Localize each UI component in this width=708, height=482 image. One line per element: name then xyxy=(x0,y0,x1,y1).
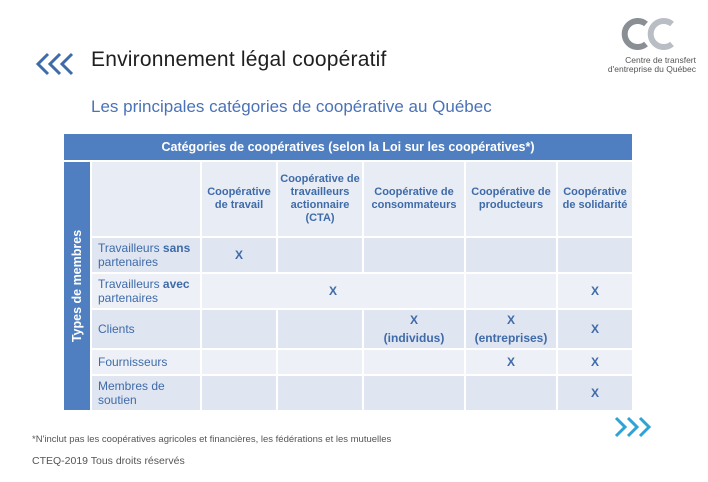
table-cell: X xyxy=(201,273,465,309)
table-main-header: Catégories de coopératives (selon la Loi sur les coopératives*) xyxy=(63,133,633,161)
table-cell xyxy=(363,237,465,273)
table-cell: X xyxy=(557,309,633,349)
column-header: Coopérative de producteurs xyxy=(465,161,557,237)
table-cell: X xyxy=(557,375,633,411)
table-cell xyxy=(363,349,465,375)
footnote: *N'inclut pas les coopératives agricoles et financières, les fédérations et les mutuelles xyxy=(32,434,392,445)
table-cell xyxy=(465,375,557,411)
column-header: Coopérative de solidarité xyxy=(557,161,633,237)
copyright: CTEQ-2019 Tous droits réservés xyxy=(32,455,185,467)
row-label: Travailleurs sans partenaires xyxy=(91,237,201,273)
table-cell xyxy=(201,309,277,349)
table-cell: X xyxy=(557,349,633,375)
table-cell: X (entreprises) xyxy=(465,309,557,349)
table-cell xyxy=(277,375,363,411)
logo xyxy=(604,16,696,78)
table-cell xyxy=(277,309,363,349)
table-cell: X xyxy=(201,237,277,273)
blank-header-cell xyxy=(91,161,201,237)
logo-line-2: d'entreprise du Québec xyxy=(607,64,696,74)
chevrons-left-icon xyxy=(36,52,78,76)
side-header: Types de membres xyxy=(63,161,91,411)
table-cell xyxy=(277,349,363,375)
table-cell xyxy=(465,273,557,309)
row-label: Fournisseurs xyxy=(91,349,201,375)
table-cell: X xyxy=(557,273,633,309)
column-header: Coopérative de travail xyxy=(201,161,277,237)
table-cell xyxy=(201,375,277,411)
column-header: Coopérative de consommateurs xyxy=(363,161,465,237)
table-cell xyxy=(557,237,633,273)
row-label: Membres de soutien xyxy=(91,375,201,411)
table-cell xyxy=(277,237,363,273)
table-cell: X xyxy=(465,349,557,375)
table-cell xyxy=(465,237,557,273)
page-title: Environnement légal coopératif xyxy=(91,48,387,71)
row-label: Clients xyxy=(91,309,201,349)
table-cell xyxy=(363,375,465,411)
cteq-logo-icon xyxy=(618,16,680,52)
table-cell: X (individus) xyxy=(363,309,465,349)
cooperative-table xyxy=(62,132,632,410)
table-cell xyxy=(201,349,277,375)
chevrons-right-icon xyxy=(612,416,656,438)
page-subtitle: Les principales catégories de coopérative au Québec xyxy=(91,97,492,116)
row-label: Travailleurs avec partenaires xyxy=(91,273,201,309)
logo-line-1: Centre de transfert xyxy=(625,55,696,65)
column-header: Coopérative de travailleurs actionnaire (CTA) xyxy=(277,161,363,237)
